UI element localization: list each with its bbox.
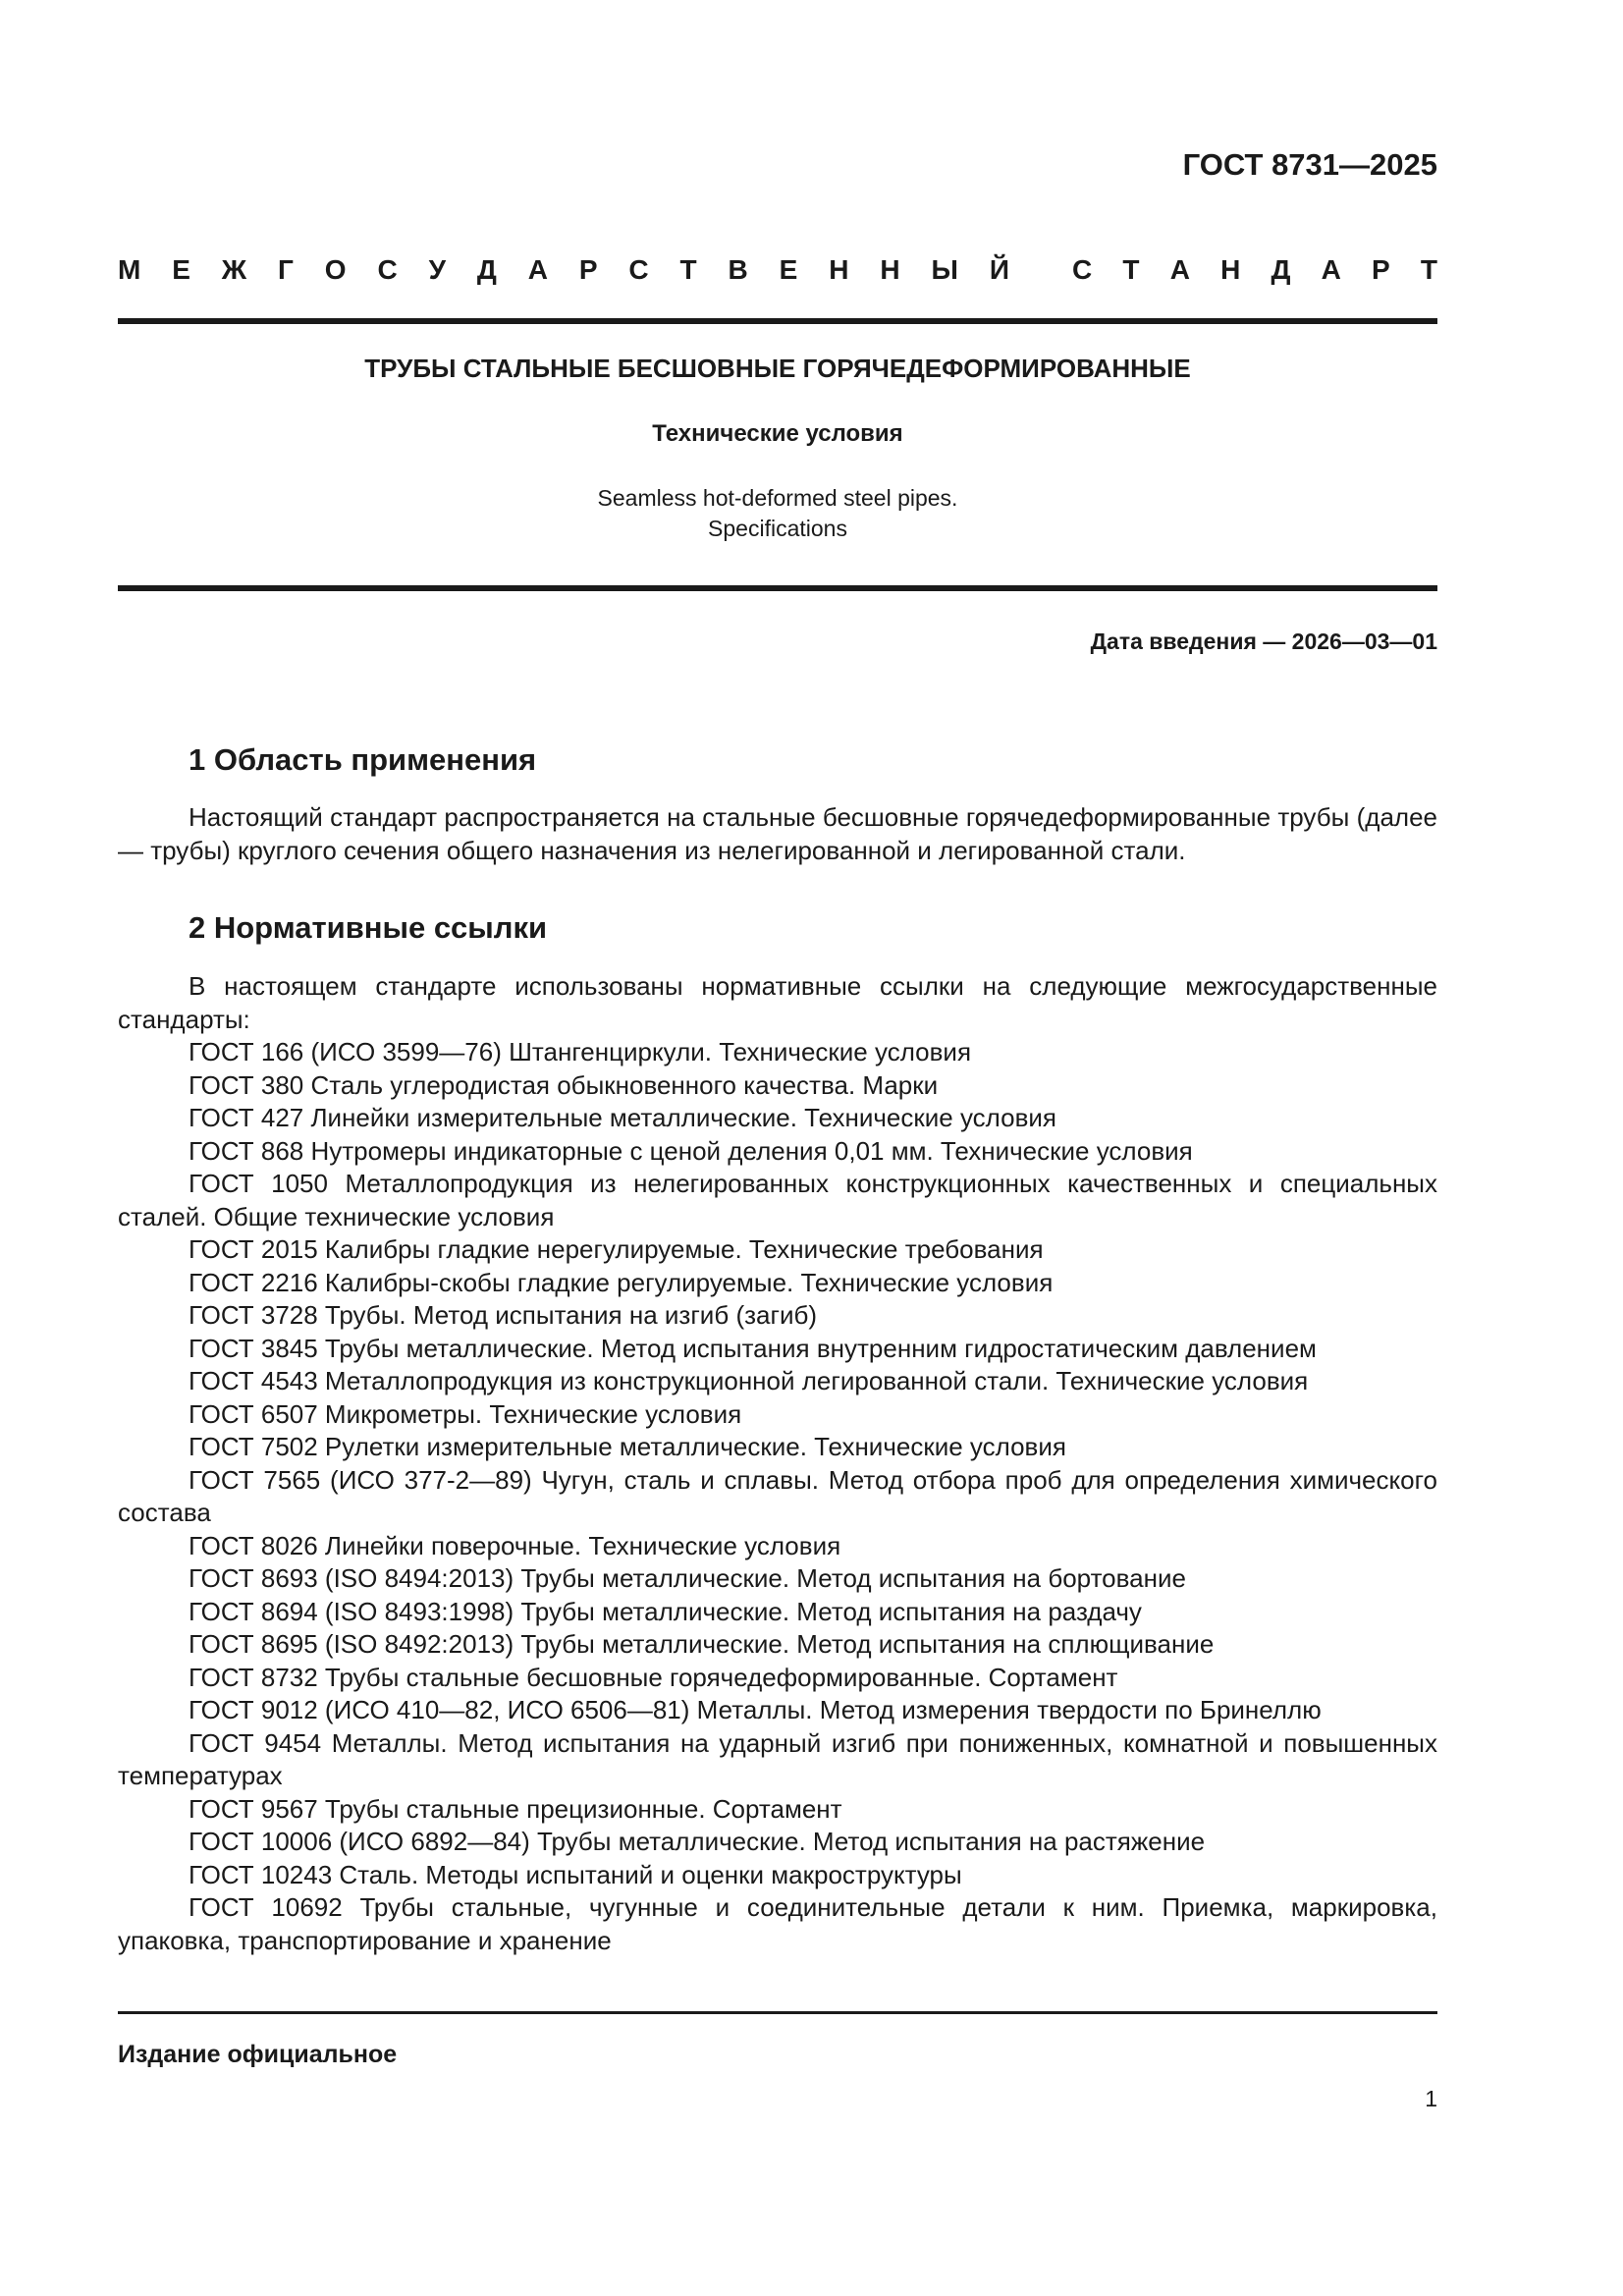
reference-item: ГОСТ 166 (ИСО 3599—76) Штангенциркули. Технические условия [189, 1037, 972, 1066]
letter: А [1169, 254, 1190, 285]
letter: В [728, 254, 748, 285]
letter: Е [779, 254, 798, 285]
english-title-line-1: Seamless hot-deformed steel pipes. [597, 485, 958, 511]
letter: О [324, 254, 347, 285]
letter: Й [989, 254, 1009, 285]
reference-item: ГОСТ 9012 (ИСО 410—82, ИСО 6506—81) Металлы. Метод измерения твердости по Бринеллю [189, 1695, 1322, 1724]
letter: Д [476, 254, 497, 285]
reference-item: ГОСТ 2015 Калибры гладкие нерегулируемые. Технические требования [189, 1234, 1044, 1264]
letter: Н [829, 254, 849, 285]
letter: А [527, 254, 548, 285]
reference-item: ГОСТ 6507 Микрометры. Технические условия [189, 1398, 742, 1429]
letter: Ы [931, 254, 958, 285]
reference-item: ГОСТ 7502 Рулетки измерительные металлические. Технические условия [189, 1432, 1066, 1461]
reference-item: ГОСТ 3845 Трубы металлические. Метод испытания внутренним гидростатическим давлением [189, 1333, 1317, 1363]
letter: Т [1420, 254, 1437, 285]
letter: Т [1122, 254, 1140, 285]
letter: М [118, 254, 141, 285]
reference-item: ГОСТ 7565 (ИСО 377-2—89) Чугун, сталь и сплавы. Метод отбора проб для определения химического состава [118, 1464, 1437, 1527]
letter: Г [278, 254, 294, 285]
section-2-heading: 2 Нормативные ссылки [189, 910, 548, 945]
letter: Р [578, 254, 598, 285]
reference-item: ГОСТ 868 Нутромеры индикаторные с ценой деления 0,01 мм. Технические условия [189, 1135, 1193, 1166]
section-1-body [118, 801, 1437, 867]
reference-item: ГОСТ 8026 Линейки поверочные. Технические условия [189, 1530, 841, 1560]
section-1-heading: 1 Область применения [189, 742, 537, 777]
standard-type-word-1 [118, 254, 1009, 286]
introduction-date: Дата введения — 2026—03—01 [1090, 629, 1437, 654]
reference-item: ГОСТ 10006 (ИСО 6892—84) Трубы металлические. Метод испытания на растяжение [189, 1827, 1206, 1856]
letter: Е [172, 254, 190, 285]
letter: А [1321, 254, 1341, 285]
title-divider [118, 585, 1437, 591]
reference-item: ГОСТ 10692 Трубы стальные, чугунные и соединительные детали к ним. Приемка, маркировка, упаковка, транспортирование и хранение [118, 1892, 1437, 1955]
letter: Т [679, 254, 697, 285]
english-title [118, 483, 1437, 544]
standard-type-word-2 [1072, 254, 1437, 286]
section-1-paragraph: Настоящий стандарт распространяется на стальные бесшовные горячедеформированные трубы (далее — трубы) круглого сечения общего назначения из нелегированной и легированной стали. [118, 802, 1437, 865]
document-code: ГОСТ 8731—2025 [1182, 147, 1437, 182]
letter: У [428, 254, 446, 285]
letter: Н [880, 254, 900, 285]
reference-item: ГОСТ 10243 Сталь. Методы испытаний и оценки макроструктуры [189, 1859, 962, 1889]
document-title: ТРУБЫ СТАЛЬНЫЕ БЕСШОВНЫЕ ГОРЯЧЕДЕФОРМИРОВАННЫЕ [364, 354, 1191, 383]
reference-item: ГОСТ 9567 Трубы стальные прецизионные. Сортамент [189, 1793, 842, 1824]
reference-item: ГОСТ 3728 Трубы. Метод испытания на изгиб (загиб) [189, 1300, 818, 1330]
letter: Ж [221, 254, 247, 285]
english-title-line-2: Specifications [708, 516, 847, 541]
official-edition-label: Издание официальное [118, 2041, 398, 2068]
reference-item: ГОСТ 1050 Металлопродукция из нелегированных конструкционных качественных и специальных сталей. Общие технические условия [118, 1169, 1437, 1231]
reference-item: ГОСТ 427 Линейки измерительные металлические. Технические условия [189, 1103, 1056, 1132]
header-divider [118, 318, 1437, 324]
reference-item: ГОСТ 8693 (ISO 8494:2013) Трубы металлические. Метод испытания на бортование [189, 1563, 1186, 1593]
document-subtitle: Технические условия [652, 420, 903, 447]
letter: Д [1271, 254, 1291, 285]
reference-item: ГОСТ 4543 Металлопродукция из конструкционной легированной стали. Технические условия [189, 1366, 1309, 1395]
reference-item: ГОСТ 9454 Металлы. Метод испытания на ударный изгиб при пониженных, комнатной и повышенных температурах [118, 1727, 1437, 1790]
reference-item: ГОСТ 8695 (ISO 8492:2013) Трубы металлические. Метод испытания на сплющивание [189, 1629, 1215, 1659]
letter: Н [1220, 254, 1241, 285]
section-2-intro: В настоящем стандарте использованы нормативные ссылки на следующие межгосударственные стандарты: [118, 971, 1437, 1034]
reference-item: ГОСТ 380 Сталь углеродистая обыкновенного качества. Марки [189, 1069, 939, 1100]
letter: С [628, 254, 649, 285]
reference-item: ГОСТ 8732 Трубы стальные бесшовные горячедеформированные. Сортамент [189, 1662, 1118, 1692]
reference-item: ГОСТ 2216 Калибры-скобы гладкие регулируемые. Технические условия [189, 1267, 1054, 1297]
letter: С [1072, 254, 1093, 285]
section-2-body [118, 970, 1437, 1957]
footer-divider [118, 2011, 1437, 2014]
letter: Р [1372, 254, 1390, 285]
standard-type-heading [118, 254, 1437, 286]
page-number: 1 [1425, 2086, 1437, 2111]
letter: С [377, 254, 398, 285]
reference-item: ГОСТ 8694 (ISO 8493:1998) Трубы металлические. Метод испытания на раздачу [189, 1596, 1142, 1626]
